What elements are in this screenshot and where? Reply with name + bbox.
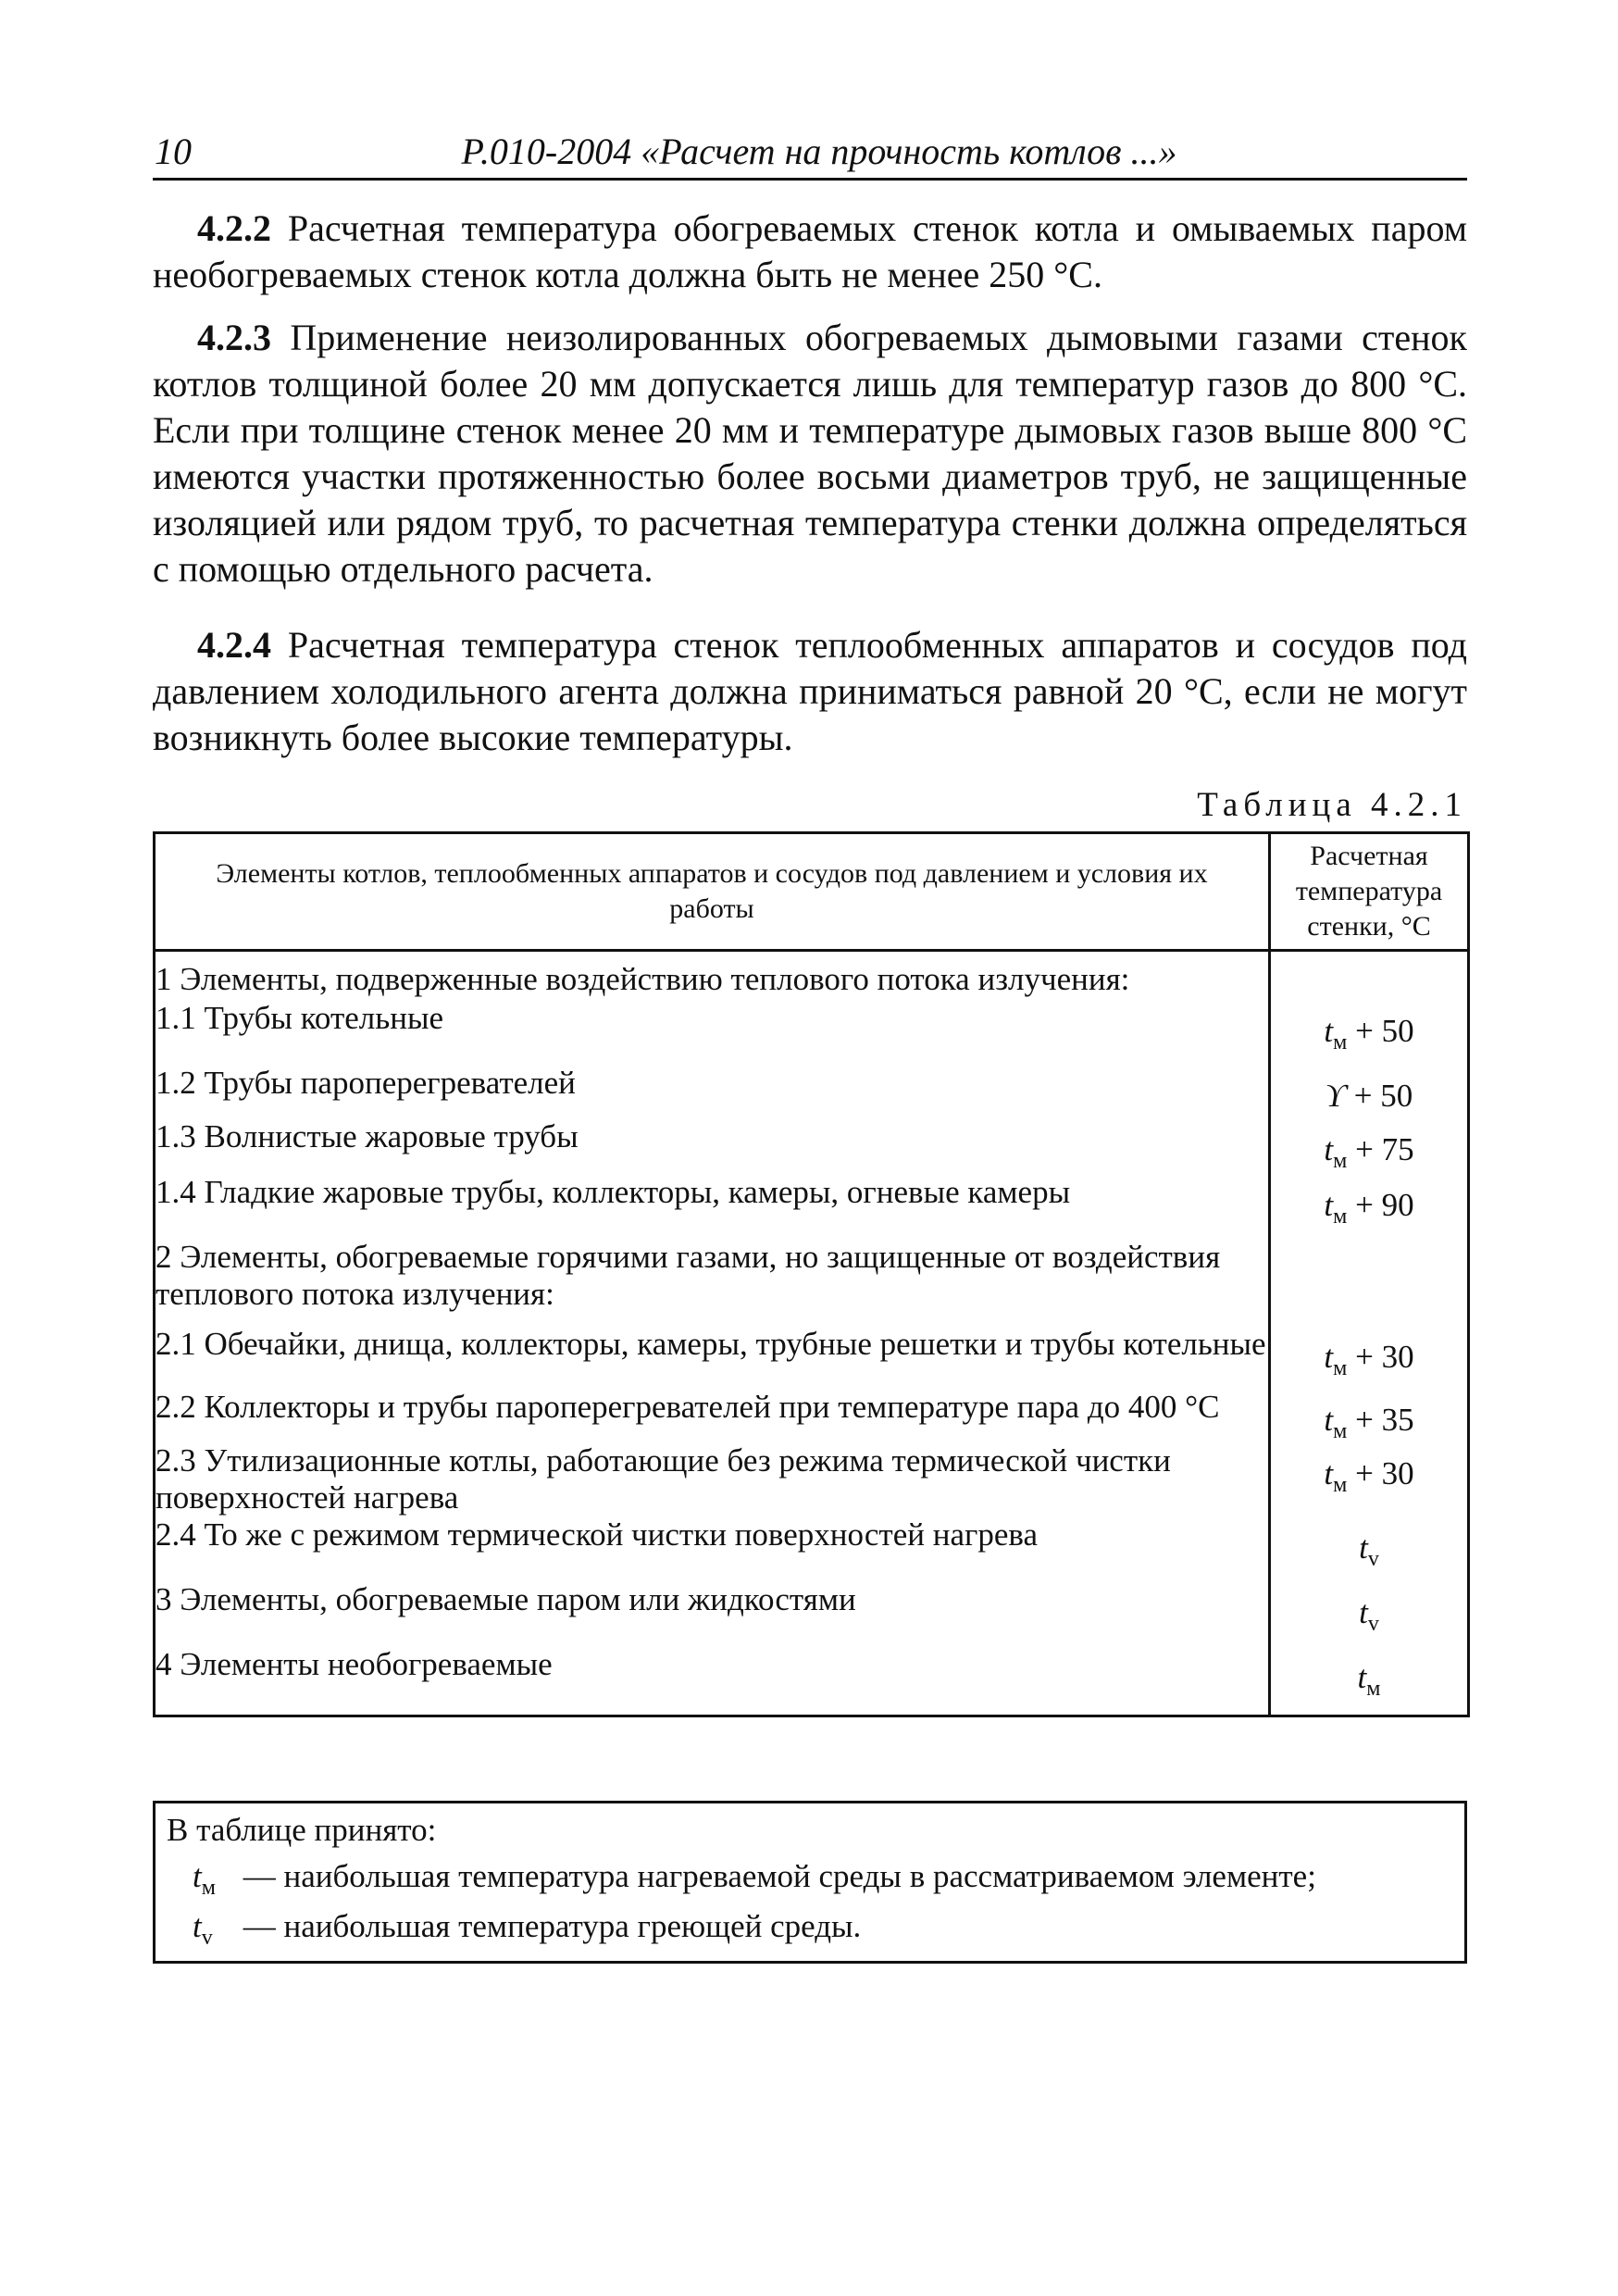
row-temperature-value <box>1270 1389 1469 1442</box>
row-element-label: 1.4 Гладкие жаровые трубы, коллекторы, камеры, огневые камеры <box>155 1174 1270 1239</box>
table-caption: Таблица 4.2.1 <box>1197 786 1467 824</box>
row-temperature-value <box>1270 1581 1469 1646</box>
temperature-symbol: t <box>1324 1455 1334 1491</box>
temperature-symbol: ϒ <box>1325 1078 1347 1114</box>
row-temperature-value <box>1270 1326 1469 1389</box>
paragraph-4-2-3 <box>153 315 1467 593</box>
row-element-label: 4 Элементы необогреваемые <box>155 1646 1270 1716</box>
table-row <box>155 1000 1469 1065</box>
row-temperature-value <box>1270 1646 1469 1716</box>
paragraph-4-2-4 <box>153 622 1467 761</box>
row-temperature-value <box>1270 1118 1469 1174</box>
paragraph-text: Применение неизолированных обогреваемых дымовыми газами стенок котлов толщиной более 20 мм допускается лишь для температур газов до 800 °С. Если при толщине стенок менее 20 мм и температуре дымовых газов выше 800 °С имеются участки протяженностью более восьми диаметров труб, не защищенные изоляцией или рядом труб, то расчетная температура стенки должна определяться с помощью отдельного расчета. <box>153 317 1467 590</box>
row-temperature-value <box>1270 1516 1469 1581</box>
table-header-elements: Элементы котлов, теплообменных аппаратов и сосудов под давлением и условия их работы <box>155 833 1270 951</box>
temperature-table <box>153 831 1470 1717</box>
note-text: — наибольшая температура греющей среды. <box>235 1908 862 1944</box>
temperature-subscript: м <box>1333 1419 1348 1443</box>
table-row <box>155 1239 1469 1326</box>
temperature-increment: + 75 <box>1347 1131 1414 1167</box>
section-body <box>153 315 1467 593</box>
temperature-subscript: м <box>1333 1356 1348 1380</box>
temperature-subscript: м <box>1366 1677 1381 1701</box>
header-title: Р.010-2004 «Расчет на прочность котлов ...» <box>461 131 1177 172</box>
table-header-temperature: Расчетная температура стенки, °С <box>1270 833 1469 951</box>
paragraph-number: 4.2.3 <box>197 317 271 358</box>
temperature-increment: + 50 <box>1347 1013 1414 1049</box>
symbol-t-m: $t_м$ <box>193 1858 216 1900</box>
table-row <box>155 1065 1469 1118</box>
table-row <box>155 1174 1469 1239</box>
section-body <box>153 622 1467 761</box>
table-row <box>155 1442 1469 1516</box>
temperature-symbol: t <box>1324 1187 1334 1223</box>
temperature-symbol: t <box>1359 1529 1368 1566</box>
row-temperature-value <box>1270 1065 1469 1118</box>
note-item <box>193 1853 1453 1903</box>
temperature-subscript: v <box>1367 1547 1379 1571</box>
row-element-label: 3 Элементы, обогреваемые паром или жидкостями <box>155 1581 1270 1646</box>
row-element-label: 2.1 Обечайки, днища, коллекторы, камеры, трубные решетки и трубы котельные <box>155 1326 1270 1389</box>
running-header <box>153 130 1467 181</box>
row-temperature-value <box>1270 951 1469 1001</box>
row-element-label: 1.3 Волнистые жаровые трубы <box>155 1118 1270 1174</box>
table-notes <box>153 1801 1467 1964</box>
row-element-label: 2 Элементы, обогреваемые горячими газами, но защищенные от воздействия теплового потока излучения: <box>155 1239 1270 1326</box>
table-row <box>155 1516 1469 1581</box>
temperature-subscript: м <box>1333 1149 1348 1173</box>
paragraph-number: 4.2.2 <box>197 207 271 249</box>
temperature-subscript: м <box>1333 1473 1348 1497</box>
row-element-label: 2.2 Коллекторы и трубы пароперегревателей при температуре пара до 400 °С <box>155 1389 1270 1442</box>
temperature-increment: + 50 <box>1346 1078 1413 1114</box>
note-item <box>193 1903 1453 1953</box>
temperature-increment: + 30 <box>1347 1339 1414 1375</box>
paragraph-text: Расчетная температура стенок теплообменных аппаратов и сосудов под давлением холодильного агента должна приниматься равной 20 °С, если не могут возникнуть более высокие температуры. <box>153 624 1467 758</box>
paragraph-number: 4.2.4 <box>197 624 271 666</box>
temperature-symbol: t <box>1324 1339 1334 1375</box>
table-header-row <box>155 833 1469 951</box>
temperature-subscript: м <box>1333 1204 1348 1229</box>
table-row <box>155 1389 1469 1442</box>
table-row <box>155 951 1469 1001</box>
row-element-label: 1.1 Трубы котельные <box>155 1000 1270 1065</box>
row-element-label: 2.3 Утилизационные котлы, работающие без режима термической чистки поверхностей нагрева <box>155 1442 1270 1516</box>
symbol-t-v: $t_v$ <box>193 1908 213 1950</box>
note-text: — наибольшая температура нагреваемой среды в рассматриваемом элементе; <box>235 1858 1316 1894</box>
temperature-subscript: v <box>1367 1612 1379 1636</box>
row-temperature-value <box>1270 1000 1469 1065</box>
temperature-symbol: t <box>1324 1402 1334 1438</box>
table-row <box>155 1118 1469 1174</box>
table-row <box>155 1581 1469 1646</box>
row-temperature-value <box>1270 1442 1469 1516</box>
temperature-symbol: t <box>1324 1131 1334 1167</box>
paragraph-4-2-2 <box>153 206 1467 298</box>
row-element-label: 1 Элементы, подверженные воздействию теплового потока излучения: <box>155 951 1270 1001</box>
row-element-label: 1.2 Трубы пароперегревателей <box>155 1065 1270 1118</box>
temperature-symbol: t <box>1359 1594 1368 1630</box>
notes-intro: В таблице принято: <box>167 1812 437 1848</box>
table-row <box>155 1646 1469 1716</box>
temperature-increment: + 35 <box>1347 1402 1414 1438</box>
paragraph-text: Расчетная температура обогреваемых стенок котла и омываемых паром необогреваемых стенок котла должна быть не менее 250 °С. <box>153 207 1467 295</box>
temperature-subscript: м <box>1333 1030 1348 1054</box>
table-row <box>155 1326 1469 1389</box>
row-temperature-value <box>1270 1174 1469 1239</box>
temperature-increment: + 30 <box>1347 1455 1414 1491</box>
temperature-symbol: t <box>1324 1013 1334 1049</box>
temperature-increment: + 90 <box>1347 1187 1414 1223</box>
row-temperature-value <box>1270 1239 1469 1326</box>
temperature-symbol: t <box>1357 1659 1367 1695</box>
row-element-label: 2.4 То же с режимом термической чистки поверхностей нагрева <box>155 1516 1270 1581</box>
page-number: 10 <box>155 131 192 172</box>
section-body <box>153 206 1467 298</box>
